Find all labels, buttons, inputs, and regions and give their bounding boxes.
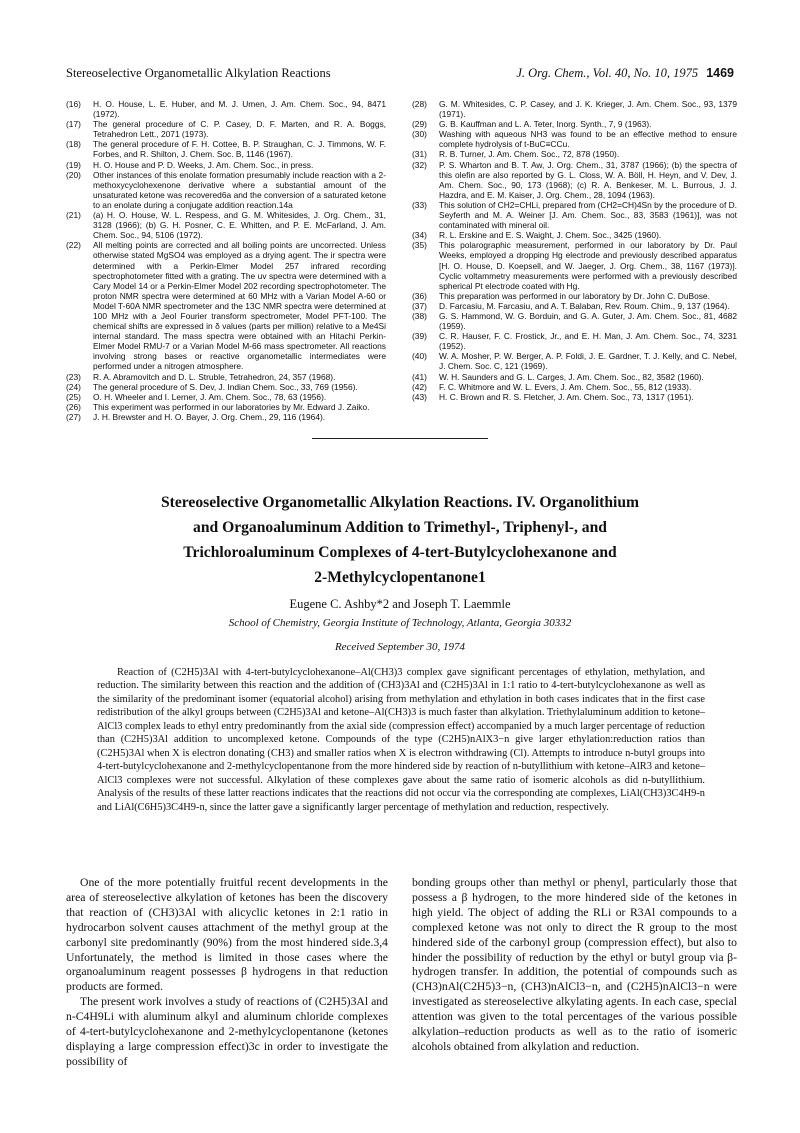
body-right-column: [412, 876, 737, 1055]
received-date: Received September 30, 1974: [334, 641, 466, 653]
reference-item: [412, 160, 737, 200]
reference-text: R. B. Turner, J. Am. Chem. Soc., 72, 878 (1950).: [439, 149, 620, 160]
article-title: [95, 490, 705, 590]
reference-text: R. A. Abramovitch and D. L. Struble, Tetrahedron, 24, 357 (1968).: [93, 371, 336, 382]
authors: Eugene C. Ashby*2 and Joseph T. Laemmle: [289, 597, 511, 611]
reference-item: [66, 382, 386, 392]
reference-item: [412, 291, 737, 301]
reference-number: (19): [66, 159, 81, 170]
reference-item: [412, 311, 737, 331]
reference-number: (42): [412, 381, 427, 392]
reference-text: The general procedure of S. Dev, J. Indian Chem. Soc., 33, 769 (1956).: [93, 381, 358, 392]
journal-citation-header: [516, 66, 734, 81]
reference-number: (36): [412, 290, 427, 301]
references-left-column: [66, 99, 386, 422]
section-divider: [312, 438, 488, 439]
body-paragraph: bonding groups other than methyl or phenyl, particularly those that possess a β hydrogen, to the more hindered side of the ketones in high yield. The object of adding the RLi or R3Al compounds to a complexed ketone was not only to direct the R group to the most hindered side of the carbonyl group (compression effect), but also to hinder the possibility of reduction by the ethyl or butyl group via β-hydrogen transfer. In addition, the potential of compounds such as (CH3)nAl(C2H5)3−n, (CH3)nAlCl3−n, and (C2H5)nAlCl3−n were investigated as stereoselective alkylating agents. In each case, special attention was given to the total percentages of the various possible alkylation–reduction products as well as to the ratio of isomeric alcohols obtained from alkylation and reduction.: [412, 876, 737, 1053]
page-number: 1469: [706, 66, 734, 80]
reference-item: [412, 372, 737, 382]
reference-text: G. S. Hammond, W. G. Borduin, and G. A. Guter, J. Am. Chem. Soc., 81, 4682 (1959).: [439, 310, 737, 332]
reference-text: F. C. Whitmore and W. L. Evers, J. Am. Chem. Soc., 55, 812 (1933).: [439, 381, 692, 392]
reference-number: (21): [66, 210, 81, 221]
reference-item: [66, 139, 386, 159]
reference-item: [412, 240, 737, 290]
reference-number: (27): [66, 411, 81, 422]
reference-item: [66, 170, 386, 210]
reference-text: D. Farcasiu, M. Farcasiu, and A. T. Balaban, Rev. Roum. Chim., 9, 137 (1964).: [439, 300, 730, 311]
reference-number: (41): [412, 371, 427, 382]
reference-number: (23): [66, 371, 81, 382]
reference-item: [66, 210, 386, 240]
reference-number: (35): [412, 240, 427, 251]
abstract: Reaction of (C2H5)3Al with 4-tert-butylcyclohexanone–Al(CH3)3 complex gave significant percentages of ethylation, methylation, and reduction. The similarity between this reaction and the addition of (CH3)3Al and (C2H5)3Al in 1:1 ratio to 4-tert-butylcyclohexanone as well as the similarity of the predominant isomer (equatorial alcohol) arising from methylation and ethylation in both cases indicates that in the first case redistribution of the alkyl groups between (C2H5)3Al and ketone–Al(CH3)3 is much faster than alkylation. Triethylaluminum addition to ketone–AlCl3 complex leads to ethyl entry predominantly from the axial side (compression effect) accompanied by a much larger percentage of reduction than (C2H5)3Al addition to uncomplexed ketone. Compounds of the type (C2H5)nAlX3−n give larger ethylation:reduction ratios than (C2H5)3Al when X is electron donating (CH3) and smaller ratios when X is electron withdrawing (Cl). Attempts to introduce n-butyl groups into 4-tert-butylcyclohexanone and 2-methylcyclopentanone from the more hindered side by reaction of n-butyllithium with ketone–AlR3 and ketone–AlCl3 complexes were not successful. Alkylation of these complexes gave about the same ratio of isomeric alcohols as did n-butyllithium. Analysis of the results of these latter reactions indicates that the reactions did not occur via the corresponding ate complexes, LiAl(CH3)3C4H9-n and LiAl(C6H5)3C4H9-n, since the latter gave a significantly larger percentage of methylation and reduction, respectively.: [97, 667, 705, 813]
body-left-column: [66, 876, 388, 1070]
reference-number: (17): [66, 119, 81, 130]
reference-text: (a) H. O. House, W. L. Respess, and G. M. Whitesides, J. Org. Chem., 31, 3128 (1966); (b) G. H. Posner, C. E. Whitten, and P. E. McFarland, J. Am. Chem. Soc., 94, 5106 (1972).: [93, 210, 386, 241]
reference-text: C. R. Hauser, F. C. Frostick, Jr., and E. H. Man, J. Am. Chem. Soc., 74, 3231 (1952).: [439, 331, 737, 352]
reference-text: Other instances of this enolate formation presumably include reaction with a 2-methoxycyclohexenone derivative where a substantial amount of the unsaturated ketone was recovered6a and the conversion of a saturated ketone to an enolate during a conjugate addition reaction.14a: [93, 169, 386, 210]
reference-item: [412, 119, 737, 129]
body-paragraph: One of the more potentially fruitful recent developments in the area of stereoselective alkylation of ketones has been the discovery that reaction of (CH3)3Al with alicyclic ketones in 2:1 ratio in hydrocarbon solvent causes attachment of the methyl group at the carbonyl site predominantly (90%) from the most hindered side.3,4 Unfortunately, the method is limited in those cases where the organoaluminum reagent possesses β hydrogens in that reduction products are formed.: [66, 876, 388, 994]
reference-number: (20): [66, 169, 81, 180]
article-title-line: Trichloroaluminum Complexes of 4-tert-Butylcyclohexanone and: [183, 544, 617, 561]
reference-text: Washing with aqueous NH3 was found to be an effective method to ensure complete hydrolysis of t-BuC≡CCu.: [439, 129, 737, 150]
reference-text: This solution of CH2=CHLi, prepared from (CH2=CH)4Sn by the procedure of D. Seyferth and M. A. Weiner [J. Am. Chem. Soc., 83, 3583 (1961)], was not contaminated with mineral oil.: [439, 199, 737, 231]
reference-item: [66, 160, 386, 170]
reference-number: (24): [66, 381, 81, 392]
reference-number: (22): [66, 240, 81, 251]
reference-text: The general procedure of F. H. Cottee, B. P. Straughan, C. J. Timmons, W. F. Forbes, and R. Shilton, J. Chem. Soc. B, 1146 (1967).: [93, 139, 386, 160]
reference-item: [66, 372, 386, 382]
reference-item: [412, 200, 737, 230]
reference-item: [412, 230, 737, 240]
reference-text: This experiment was performed in our laboratories by Mr. Edward J. Zaiko.: [93, 401, 370, 412]
reference-number: (33): [412, 199, 427, 210]
reference-text: J. H. Brewster and H. O. Bayer, J. Org. Chem., 29, 116 (1964).: [93, 411, 326, 422]
affiliation: School of Chemistry, Georgia Institute of Technology, Atlanta, Georgia 30332: [228, 617, 572, 629]
reference-item: [412, 382, 737, 392]
reference-text: W. A. Mosher, P. W. Berger, A. P. Foldi, J. E. Gardner, T. J. Kelly, and C. Nebel, J. Chem. Soc. C, 121 (1969).: [439, 351, 737, 372]
reference-number: (31): [412, 149, 427, 160]
running-title: Stereoselective Organometallic Alkylation Reactions: [66, 66, 331, 80]
reference-number: (25): [66, 391, 81, 402]
reference-number: (37): [412, 300, 427, 311]
reference-item: [412, 392, 737, 402]
reference-item: [412, 331, 737, 351]
article-title-line: 2-Methylcyclopentanone1: [314, 569, 486, 586]
article-title-line: Stereoselective Organometallic Alkylation Reactions. IV. Organolithium: [160, 494, 640, 511]
reference-number: (26): [66, 401, 81, 412]
reference-item: [66, 402, 386, 412]
reference-text: This polarographic measurement, performed in our laboratory by Dr. Paul Weeks, employed a dropping Hg electrode and previously described apparatus [H. O. House, D. Koepsell, and W. Jaeger, J. Org. Chem., 38, 1167 (1973)]. Cyclic voltammetry measurements were performed with a previously described spherical Pt electrode coated with Hg.: [439, 240, 737, 291]
reference-text: H. O. House and P. D. Weeks, J. Am. Chem. Soc., in press.: [93, 159, 314, 170]
reference-text: This preparation was performed in our laboratory by Dr. John C. DuBose.: [439, 290, 710, 301]
reference-number: (39): [412, 331, 427, 342]
reference-item: [412, 301, 737, 311]
reference-item: [66, 240, 386, 371]
reference-text: W. H. Saunders and G. L. Carges, J. Am. Chem. Soc., 82, 3582 (1960).: [439, 371, 704, 382]
reference-item: [412, 351, 737, 371]
reference-text: The general procedure of C. P. Casey, D. F. Marten, and R. A. Boggs, Tetrahedron Lett., 2071 (1973).: [93, 119, 386, 140]
reference-number: (16): [66, 99, 81, 109]
article-title-line: and Organoaluminum Addition to Trimethyl-, Triphenyl-, and: [193, 519, 607, 536]
reference-number: (34): [412, 230, 427, 241]
reference-item: [66, 392, 386, 402]
reference-number: (32): [412, 159, 427, 170]
body-paragraph: The present work involves a study of reactions of (C2H5)3Al and n-C4H9Li with aluminum alkyl and aluminum chloride complexes of 4-tert-butylcyclohexanone and 2-methylcyclopentanone (ketones displaying a large compression effect)3c in order to investigate the possibility of: [66, 995, 388, 1068]
reference-number: (30): [412, 129, 427, 140]
reference-text: G. M. Whitesides, C. P. Casey, and J. K. Krieger, J. Am. Chem. Soc., 93, 1379 (1971).: [439, 99, 737, 120]
reference-text: H. C. Brown and R. S. Fletcher, J. Am. Chem. Soc., 73, 1317 (1951).: [439, 391, 694, 402]
reference-text: R. L. Erskine and E. S. Waight, J. Chem. Soc., 3425 (1960).: [439, 230, 662, 241]
reference-text: All melting points are corrected and all boiling points are uncorrected. Unless otherwise stated MgSO4 was employed as a drying agent. The ir spectra were determined with a Perkin-Elmer Model 257 infrared recording spectrophotometer fitted with a grating. The uv spectra were determined with a Cary Model 14 or a Perkin-Elmer Model 202 recording spectrophotometer. The proton NMR spectra were determined at 60 MHz with a Varian Model A-60 or Model T-60A NMR spectrometer and the 13C NMR spectra were determined at 100 MHz with a Jeol Fourier transform spectrometer, Model PFT-100. The chemical shifts are expressed in δ values (parts per million) relative to a Me4Si internal standard. The mass spectra were obtained with an Hitachi Perkin-Elmer Model RMU-7 or a Varian Model M-66 mass spectrometer. All reactions involving strong bases or reactive organometallic intermediates were performed under a nitrogen atmosphere.: [93, 240, 386, 372]
reference-item: [412, 149, 737, 159]
reference-item: [412, 99, 737, 119]
reference-number: (18): [66, 139, 81, 150]
reference-text: P. S. Wharton and B. T. Aw, J. Org. Chem., 31, 3787 (1966); (b) the spectra of this olefin are also reported by G. L. Closs, W. A. Böll, H. Heyn, and V. Dev, J. Am. Chem. Soc., 90, 173 (1968); (c) R. A. Benkeser, M. L. Burrous, J. J. Hazdra, and E. M. Kaiser, J. Org. Chem., 28, 1094 (1963).: [439, 159, 737, 200]
reference-item: [412, 129, 737, 149]
reference-number: (29): [412, 119, 427, 130]
reference-number: (38): [412, 310, 427, 321]
journal-citation: J. Org. Chem., Vol. 40, No. 10, 1975: [516, 66, 699, 80]
reference-item: [66, 119, 386, 139]
reference-number: (40): [412, 351, 427, 362]
reference-number: (28): [412, 99, 427, 109]
reference-text: H. O. House, L. E. Huber, and M. J. Umen, J. Am. Chem. Soc., 94, 8471 (1972).: [93, 99, 386, 120]
reference-item: [66, 412, 386, 422]
reference-number: (43): [412, 391, 427, 402]
reference-text: G. B. Kauffman and L. A. Teter, Inorg. Synth., 7, 9 (1963).: [439, 119, 652, 130]
reference-text: O. H. Wheeler and I. Lerner, J. Am. Chem. Soc., 78, 63 (1956).: [93, 391, 327, 402]
reference-item: [66, 99, 386, 119]
references-right-column: [412, 99, 737, 402]
